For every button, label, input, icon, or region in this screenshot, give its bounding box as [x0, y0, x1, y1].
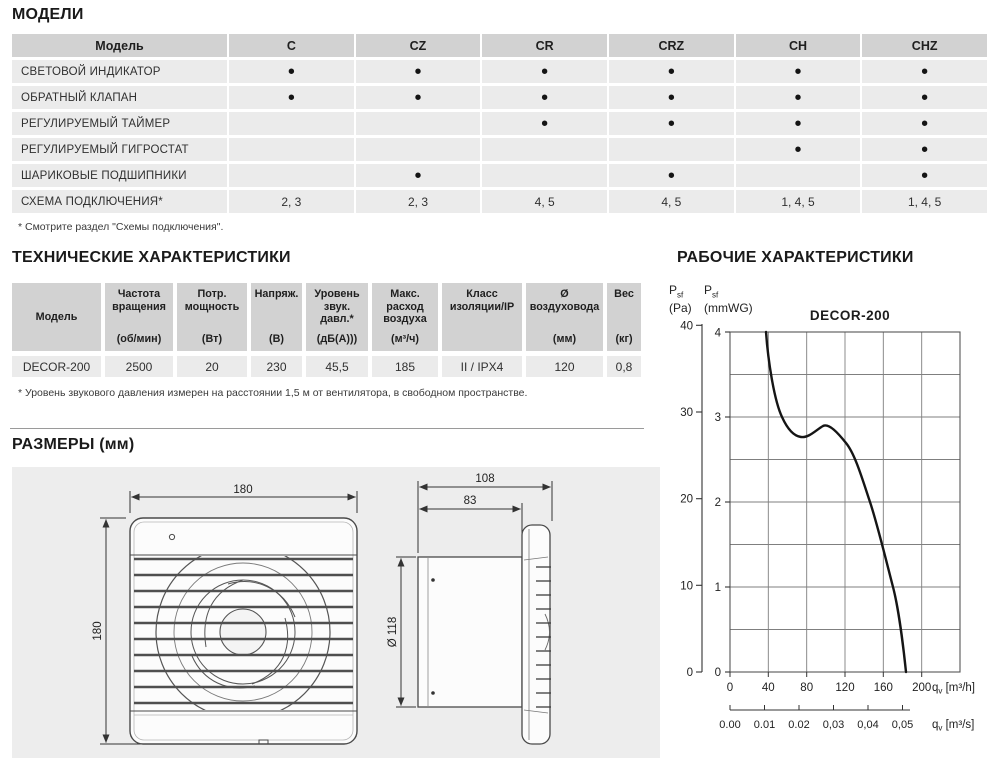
feature-cell: •	[356, 86, 481, 109]
duct-depth-dim	[420, 503, 523, 553]
tech-header-unit: (Вт)	[201, 333, 223, 346]
feature-cell: •	[736, 60, 861, 83]
tech-value: 0,8	[607, 356, 641, 377]
schema-cell: 1, 4, 5	[736, 190, 861, 213]
duct-depth-label: 83	[463, 495, 477, 507]
schema-cell: 2, 3	[229, 190, 354, 213]
s-tick: 0,03	[822, 719, 845, 731]
tech-header-name: Ø воздуховода	[529, 288, 600, 313]
tech-col-header	[12, 283, 101, 351]
mm-tick: 2	[714, 497, 721, 509]
mm-tick: 4	[714, 327, 721, 340]
tech-header-unit: (мм)	[552, 333, 577, 346]
tech-value: 45,5	[306, 356, 368, 377]
unit-m3s: [m³/s]	[942, 719, 975, 731]
feature-cell: •	[736, 112, 861, 135]
x-tick-labels	[727, 682, 931, 694]
feature-cell: •	[609, 164, 734, 187]
feature-cell: •	[482, 112, 607, 135]
tech-header-name: Напряж.	[254, 288, 299, 300]
feature-cell	[736, 164, 861, 187]
models-col-header: CHZ	[862, 34, 987, 57]
secondary-axis	[730, 705, 910, 710]
feature-cell: •	[862, 60, 987, 83]
tech-table	[12, 283, 641, 377]
feature-label: СВЕТОВОЙ ИНДИКАТОР	[12, 60, 227, 83]
pa-tick: 10	[680, 580, 693, 593]
mm-axis-ticks	[725, 332, 730, 672]
duct-diameter-label: Ø 118	[387, 616, 399, 648]
pa-tick: 30	[680, 407, 693, 419]
feature-cell: •	[736, 138, 861, 161]
side-view-drawing	[387, 473, 552, 744]
tech-col-header	[526, 283, 603, 351]
tech-value-model: DECOR-200	[12, 356, 101, 377]
pa-symbol-sub: sf	[677, 290, 684, 300]
models-section-title: МОДЕЛИ	[12, 6, 84, 23]
x-axis-ticks	[730, 672, 922, 677]
x-tick: 160	[873, 682, 893, 694]
s-tick: 0.01	[753, 719, 776, 731]
mm-tick: 3	[714, 412, 721, 424]
feature-cell: •	[482, 86, 607, 109]
tech-header-unit: (об/мин)	[116, 333, 162, 346]
pa-tick: 20	[680, 493, 693, 506]
feature-cell: •	[736, 86, 861, 109]
feature-cell: •	[356, 60, 481, 83]
pa-axis	[696, 324, 702, 672]
feature-cell	[356, 138, 481, 161]
feature-cell: •	[356, 164, 481, 187]
mm-tick: 1	[714, 582, 721, 594]
tech-header-name: Частота вращения	[112, 288, 166, 313]
pa-tick-labels	[680, 321, 693, 680]
models-col-header: CR	[482, 34, 607, 57]
feature-cell: •	[862, 138, 987, 161]
front-view-drawing	[92, 484, 357, 744]
tech-value: 185	[372, 356, 438, 377]
tech-value: II / IPX4	[442, 356, 522, 377]
x-tick: 40	[761, 682, 775, 694]
performance-chart	[660, 278, 1000, 753]
mm-symbol-sub: sf	[712, 290, 719, 300]
dimensions-panel	[12, 467, 660, 758]
tech-col-header	[607, 283, 641, 351]
feature-cell: •	[609, 86, 734, 109]
feature-label: СХЕМА ПОДКЛЮЧЕНИЯ*	[12, 190, 227, 213]
tech-value: 2500	[105, 356, 173, 377]
models-col-header: C	[229, 34, 354, 57]
secondary-axis-unit	[932, 719, 974, 733]
feature-cell: •	[609, 60, 734, 83]
tech-col-header	[177, 283, 247, 351]
mm-tick-labels	[715, 328, 722, 680]
working-section-title: РАБОЧИЕ ХАРАКТЕРИСТИКИ	[677, 249, 914, 266]
unit-m3h: [m³/h]	[942, 682, 975, 694]
depth-label: 108	[475, 473, 495, 485]
q-sub: v	[938, 723, 943, 733]
tech-header-name: Вес	[614, 288, 634, 300]
models-col-header: CZ	[356, 34, 481, 57]
models-col-header: CH	[736, 34, 861, 57]
feature-label: ШАРИКОВЫЕ ПОДШИПНИКИ	[12, 164, 227, 187]
tech-header-name: Потр. мощность	[184, 288, 240, 313]
feature-cell: •	[862, 86, 987, 109]
x-tick: 0	[726, 682, 734, 694]
tech-header-name: Модель	[35, 310, 78, 323]
tech-header-unit: (В)	[269, 333, 284, 346]
feature-cell: •	[862, 112, 987, 135]
tech-header-name: Макс. расход воздуха	[383, 288, 427, 326]
pa-tick: 40	[680, 320, 693, 333]
mm-tick: 0	[714, 667, 721, 679]
s-tick: 0,05	[891, 719, 914, 731]
feature-label: РЕГУЛИРУЕМЫЙ ТАЙМЕР	[12, 112, 227, 135]
pa-tick: 0	[686, 667, 693, 679]
tech-col-header	[105, 283, 173, 351]
s-tick: 0.02	[788, 719, 810, 731]
q-symbol: q	[932, 682, 939, 694]
schema-cell: 4, 5	[482, 190, 607, 213]
x-tick: 120	[835, 682, 855, 694]
mm-symbol: P	[704, 283, 713, 297]
feature-label: РЕГУЛИРУЕМЫЙ ГИГРОСТАТ	[12, 138, 227, 161]
section-divider	[10, 428, 644, 429]
dimensions-drawing	[12, 467, 660, 758]
s-tick: 0,04	[857, 719, 879, 731]
x-tick: 200	[912, 682, 932, 694]
feature-cell: •	[229, 60, 354, 83]
chart-title: DECOR-200	[809, 308, 891, 323]
q-symbol: q	[932, 719, 939, 731]
feature-cell	[482, 138, 607, 161]
tech-header-name: Класс изоляции/IP	[449, 288, 515, 313]
front-height-label: 180	[92, 621, 104, 641]
feature-cell: •	[609, 112, 734, 135]
s-tick: 0.00	[719, 719, 741, 731]
feature-cell	[609, 138, 734, 161]
tech-value: 230	[251, 356, 302, 377]
tech-header-unit: (дБ(А)))	[316, 333, 358, 346]
feature-cell: •	[229, 86, 354, 109]
feature-cell: •	[482, 60, 607, 83]
schema-cell: 4, 5	[609, 190, 734, 213]
pa-symbol: P	[669, 283, 678, 297]
tech-col-header	[251, 283, 302, 351]
tech-col-header	[372, 283, 438, 351]
pa-unit: (Pa)	[669, 300, 692, 315]
dimensions-section-title: РАЗМЕРЫ (мм)	[12, 436, 135, 453]
tech-footnote: * Уровень звукового давления измерен на расстоянии 1,5 м от вентилятора, в свободном пространстве.	[18, 387, 528, 399]
chart-grid	[730, 332, 960, 672]
feature-cell	[229, 112, 354, 135]
feature-cell	[229, 164, 354, 187]
tech-header-unit: (кг)	[615, 333, 633, 346]
q-sub: v	[938, 686, 943, 696]
feature-cell	[482, 164, 607, 187]
models-footnote: * Смотрите раздел "Схемы подключения".	[18, 221, 224, 233]
models-col-header: CRZ	[609, 34, 734, 57]
feature-cell	[229, 138, 354, 161]
feature-cell: •	[862, 164, 987, 187]
duct-diameter-dim	[396, 557, 416, 707]
tech-col-header	[306, 283, 368, 351]
models-col-header: Модель	[12, 34, 227, 57]
tech-header-name: Уровень звук. давл.*	[314, 288, 360, 326]
tech-header-unit: (м³/ч)	[390, 333, 420, 346]
x-tick: 80	[800, 682, 814, 694]
schema-cell: 1, 4, 5	[862, 190, 987, 213]
models-table	[12, 34, 987, 213]
tech-value: 20	[177, 356, 247, 377]
s-tick-labels	[719, 719, 913, 731]
front-width-label: 180	[233, 484, 253, 496]
feature-cell	[356, 112, 481, 135]
feature-label: ОБРАТНЫЙ КЛАПАН	[12, 86, 227, 109]
tech-col-header	[442, 283, 522, 351]
x-axis-unit	[932, 682, 975, 696]
schema-cell: 2, 3	[356, 190, 481, 213]
mm-unit: (mmWG)	[704, 300, 753, 315]
tech-value: 120	[526, 356, 603, 377]
tech-section-title: ТЕХНИЧЕСКИЕ ХАРАКТЕРИСТИКИ	[12, 249, 291, 266]
